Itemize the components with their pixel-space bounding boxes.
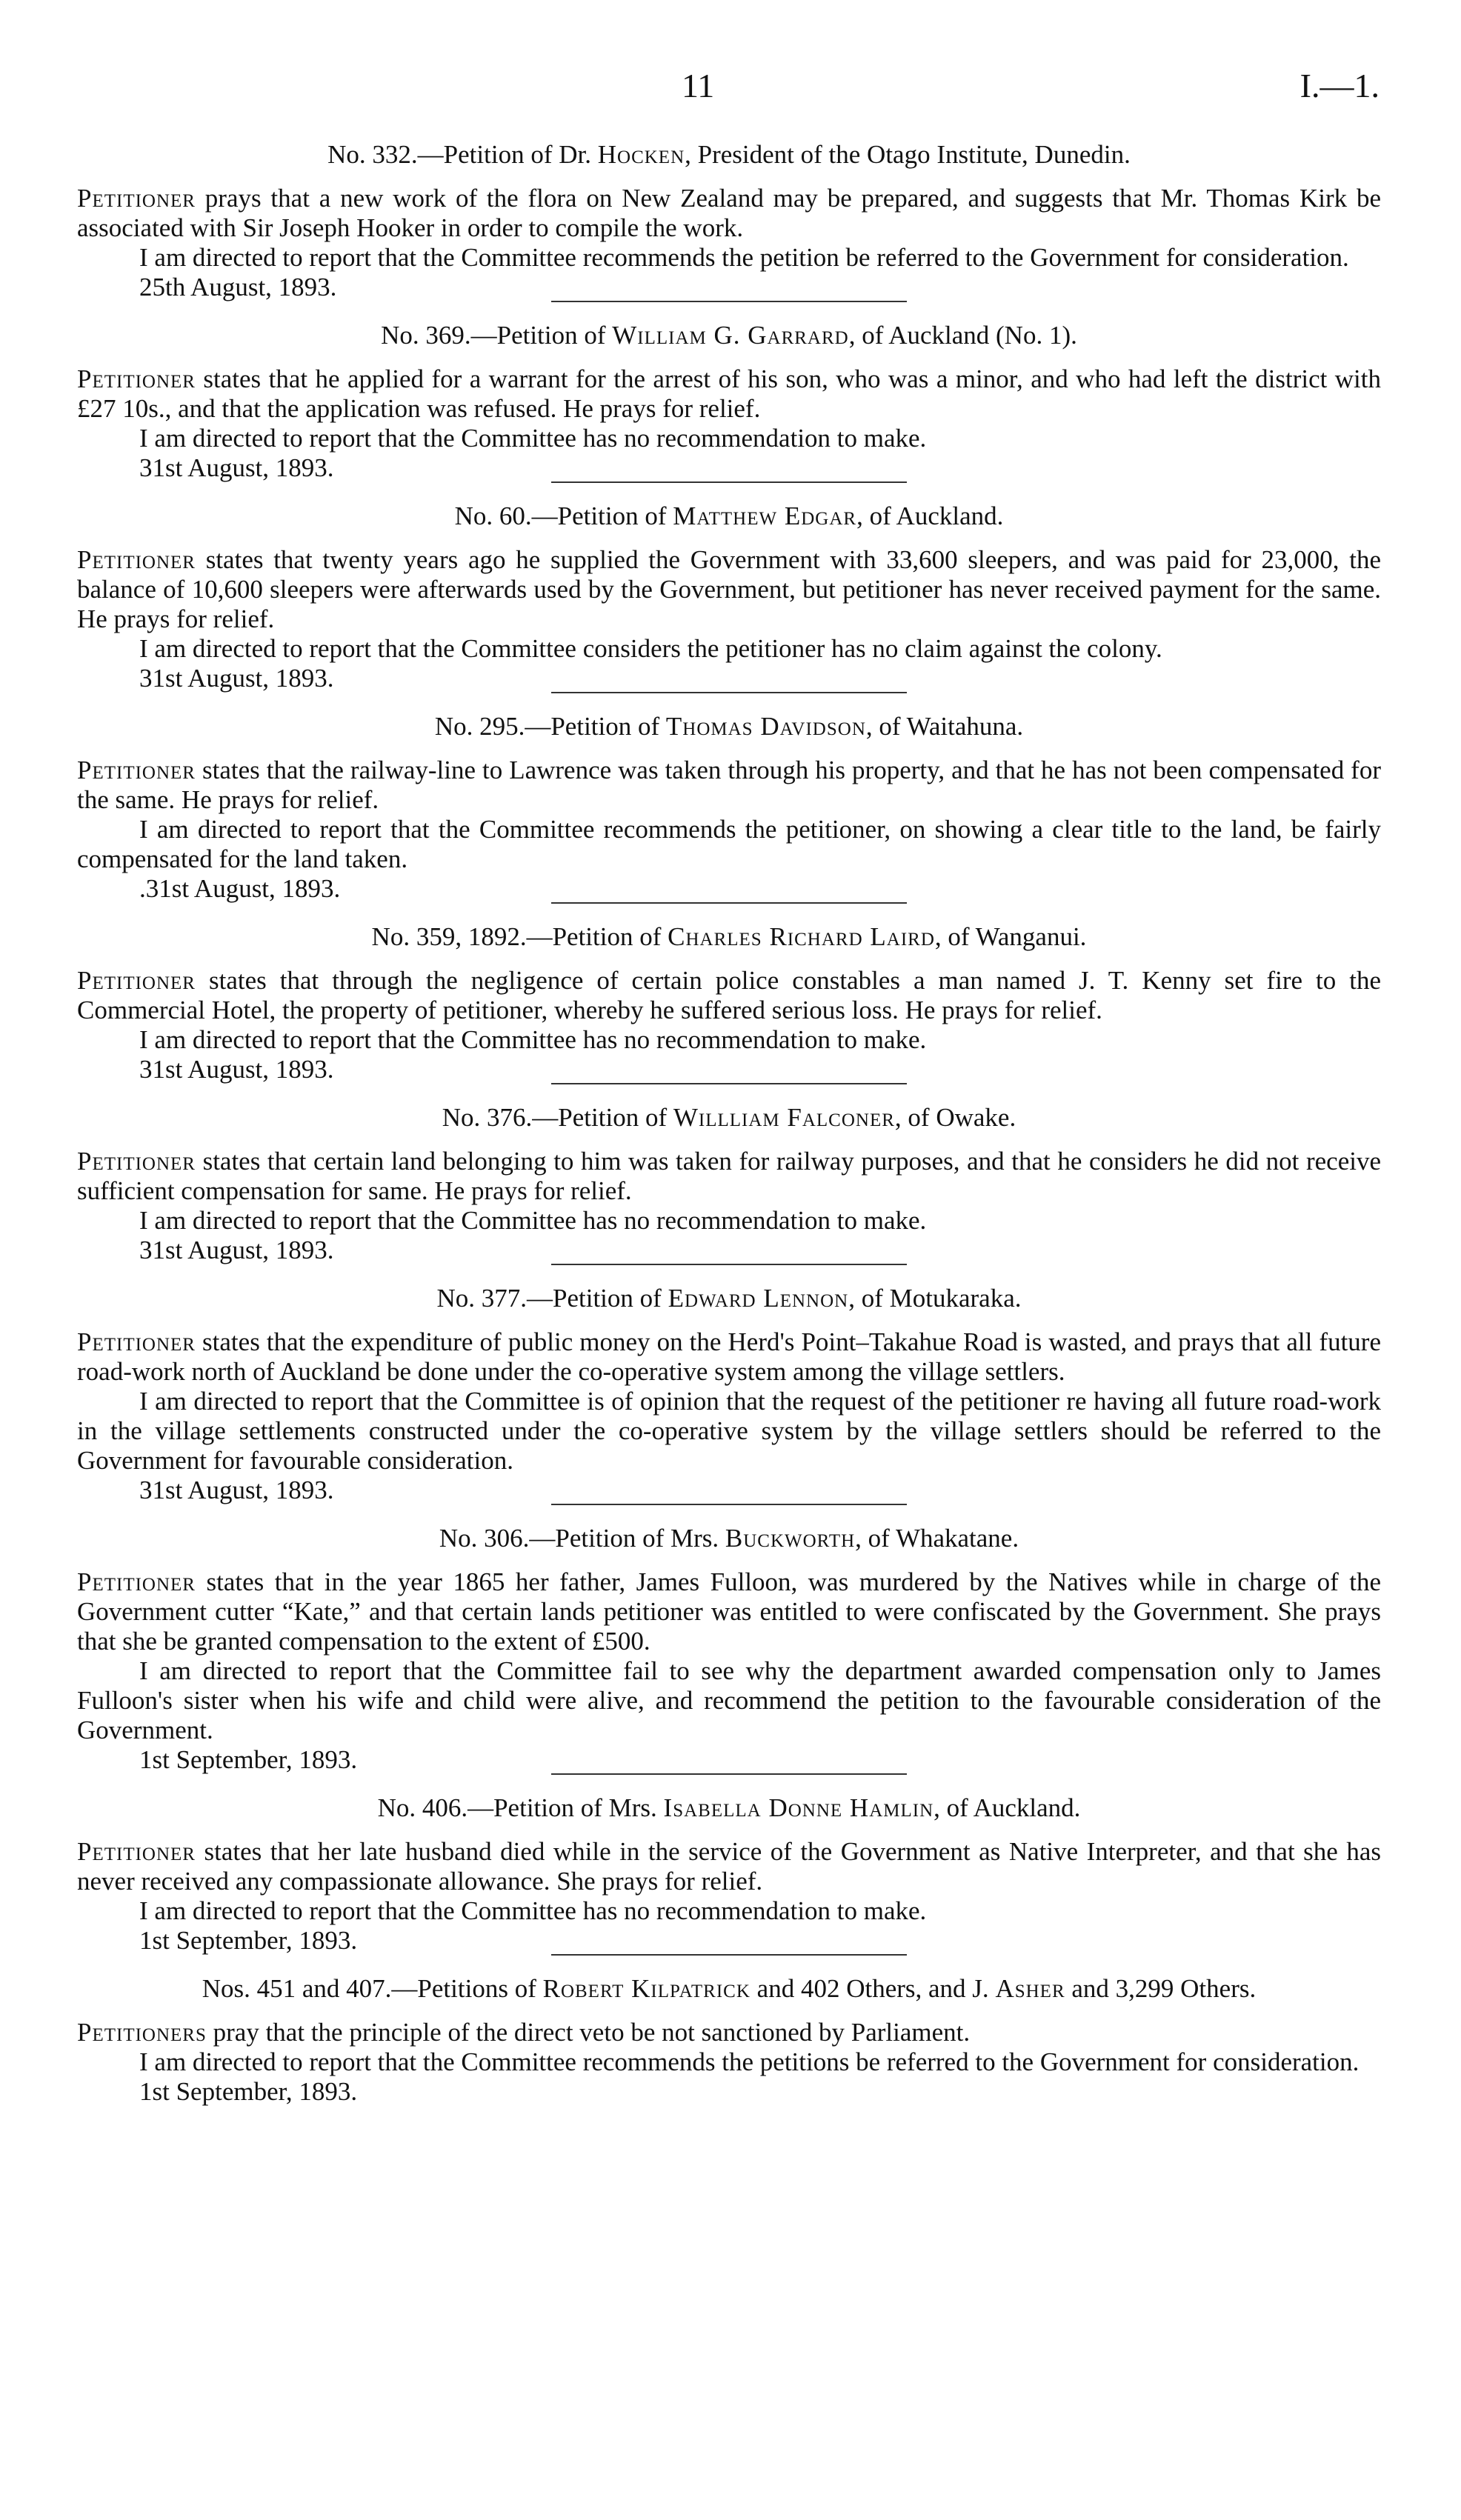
petition-statement: Petitioner states that twenty years ago he supplied the Government with 33,600 sleepers, and was paid for 23,000, the balance of 10,600 sleepers were afterwards used by the Government, but petitioner has never received payment for the same. He prays for relief. [77,545,1381,633]
petition-title: No. 295.—Petition of Thomas Davidson, of Waitahuna. [434,712,1024,741]
petition-statement: Petitioner prays that a new work of the flora on New Zealand may be prepared, and suggests that Mr. Thomas Kirk be associated with Sir Joseph Hooker in order to compile the work. [77,184,1381,242]
petitioner-name: Isabella Donne Hamlin [663,1793,934,1822]
petition-entry [77,711,1381,905]
committee-report: I am directed to report that the Committee recommends the petitioner, on showing a clear title to the land, be fairly compensated for the land taken. [77,815,1381,873]
petition-date: 31st August, 1893. [139,1236,334,1264]
petition-statement: Petitioner states that certain land belonging to him was taken for railway purposes, and that he considers he did not receive sufficient compensation for same. He prays for relief. [77,1147,1381,1205]
separator-rule [551,1773,907,1775]
petitioner-label: Petitioner [77,364,196,393]
petition-date: 31st August, 1893. [139,1055,334,1084]
committee-report: I am directed to report that the Committee is of opinion that the request of the petitioner re having all future road-work in the village settlements constructed under the co-operative system by the village settlers should be referred to the Government for favourable consideration. [77,1387,1381,1475]
petition-entry-combined [77,1973,1381,2107]
committee-report: I am directed to report that the Committee has no recommendation to make. [139,1896,927,1925]
committee-report: I am directed to report that the Committee considers the petitioner has no claim against the colony. [139,634,1162,663]
petitioner-label: Petitioners [77,2018,207,2047]
petitioner-label: Petitioner [77,1327,196,1356]
petition-date-row [77,664,1381,695]
petition-date-row [77,1745,1381,1776]
petition-title: No. 60.—Petition of Matthew Edgar, of Auckland. [454,501,1004,530]
petition-statement: Petitioner states that the railway-line to Lawrence was taken through his property, and that he has not been compensated for the same. He prays for relief. [77,756,1381,814]
separator-rule [551,1264,907,1265]
petition-entry [77,139,1381,304]
petition-entry [77,921,1381,1086]
committee-report: I am directed to report that the Committee has no recommendation to make. [139,1206,927,1235]
petition-entry [77,501,1381,695]
petitioner-name: Matthew Edgar [673,501,857,530]
petition-title: No. 376.—Petition of Willliam Falconer, of Owake. [442,1103,1016,1132]
separator-rule [551,1954,907,1956]
petitioner-label: Petitioner [77,184,196,213]
petition-entry [77,1102,1381,1267]
committee-report: I am directed to report that the Committee has no recommendation to make. [139,424,927,453]
separator-rule [551,1504,907,1505]
committee-report: I am directed to report that the Committee fail to see why the department awarded compensation only to James Fulloon's sister when his wife and child were alive, and recommend the petition to the favourable consideration of the Government. [77,1656,1381,1744]
separator-rule [551,1083,907,1084]
petition-date: 1st September, 1893. [139,1745,358,1774]
petition-entry [77,1793,1381,1957]
separator-rule [551,692,907,693]
petition-statement: Petitioner states that in the year 1865 her father, James Fulloon, was murdered by the Natives while in charge of the Government cutter “Kate,” and that certain lands petitioner was entitled to were confiscated by the Government. She prays that she be granted compensation to the extent of £500. [77,1567,1381,1656]
petition-date: 25th August, 1893. [139,273,337,301]
committee-report: I am directed to report that the Committee recommends the petition be referred to the Government for consideration. [139,243,1349,272]
separator-rule [551,902,907,904]
petition-statement: Petitioner states that he applied for a warrant for the arrest of his son, who was a minor, and who had left the district with £27 10s., and that the application was refused. He prays for relief. [77,364,1381,423]
petition-date-row [77,453,1381,484]
petitioner-name: William G. Garrard [612,321,849,350]
petition-title: No. 406.—Petition of Mrs. Isabella Donne Hamlin, of Auckland. [377,1793,1081,1822]
petition-statement: Petitioner states that through the negligence of certain police constables a man named J. T. Kenny set fire to the Commercial Hotel, the property of petitioner, whereby he suffered serious loss. He prays for relief. [77,966,1381,1024]
petition-title: No. 332.—Petition of Dr. Hocken, President of the Otago Institute, Dunedin. [327,140,1131,169]
petition-date: .31st August, 1893. [139,874,341,903]
petitioner-label: Petitioner [77,1567,196,1596]
petitioner-name: Willliam Falconer [673,1103,895,1132]
document-reference: I.—1. [1299,67,1380,104]
petition-title: No. 359, 1892.—Petition of Charles Richard Laird, of Wanganui. [371,922,1087,951]
page-header [0,64,1461,108]
petition-date-row [77,1236,1381,1267]
petitioner-name: Edward Lennon [668,1284,849,1313]
petitioner-label: Petitioner [77,1837,196,1866]
petitioner-label: Petitioner [77,966,196,995]
petition-date: 31st August, 1893. [139,1476,334,1504]
petition-title: Nos. 451 and 407.—Petitions of Robert Kilpatrick and 402 Others, and J. Asher and 3,299 Others. [202,1974,1257,2003]
petition-entry [77,320,1381,484]
petitioner-label: Petitioner [77,545,196,574]
committee-report: I am directed to report that the Committee recommends the petitions be referred to the Government for consideration. [139,2047,1360,2076]
petition-date: 31st August, 1893. [139,453,334,482]
petition-date-row [77,1476,1381,1507]
separator-rule [551,301,907,302]
petitioner-name: Charles Richard Laird [668,922,935,951]
petitioner-name: Buckworth [725,1524,856,1553]
petitioner-name: Hocken [597,140,685,169]
petitioner-name: Asher [995,1974,1065,2003]
petition-date-row [77,874,1381,905]
petition-date: 31st August, 1893. [139,664,334,693]
petitions-report [77,139,1381,2107]
petition-title: No. 369.—Petition of William G. Garrard, of Auckland (No. 1). [381,321,1077,350]
petition-entry [77,1523,1381,1776]
petitioner-name: Robert Kilpatrick [542,1974,751,2003]
petition-date-row [77,1055,1381,1086]
separator-rule [551,481,907,483]
petitioner-label: Petitioner [77,756,196,784]
petition-date: 1st September, 1893. [139,1926,358,1955]
petitioner-label: Petitioner [77,1147,196,1176]
petition-date-row [77,1926,1381,1957]
petition-title: No. 306.—Petition of Mrs. Buckworth, of Whakatane. [439,1524,1019,1553]
committee-report: I am directed to report that the Committee has no recommendation to make. [139,1025,927,1054]
page-number: 11 [682,67,715,104]
petition-statement: Petitioners pray that the principle of the direct veto be not sanctioned by Parliament. [77,2018,971,2047]
petition-title: No. 377.—Petition of Edward Lennon, of Motukaraka. [436,1284,1022,1313]
petition-statement: Petitioner states that her late husband died while in the service of the Government as Native Interpreter, and that she has never received any compassionate allowance. She prays for relief. [77,1837,1381,1896]
petition-statement: Petitioner states that the expenditure of public money on the Herd's Point–Takahue Road is wasted, and prays that all future road-work north of Auckland be done under the co-operative system among the village settlers. [77,1327,1381,1386]
petitioner-name: Thomas Davidson [665,712,866,741]
petition-date: 1st September, 1893. [139,2077,358,2106]
petition-date-row [77,273,1381,304]
petition-entry [77,1283,1381,1507]
